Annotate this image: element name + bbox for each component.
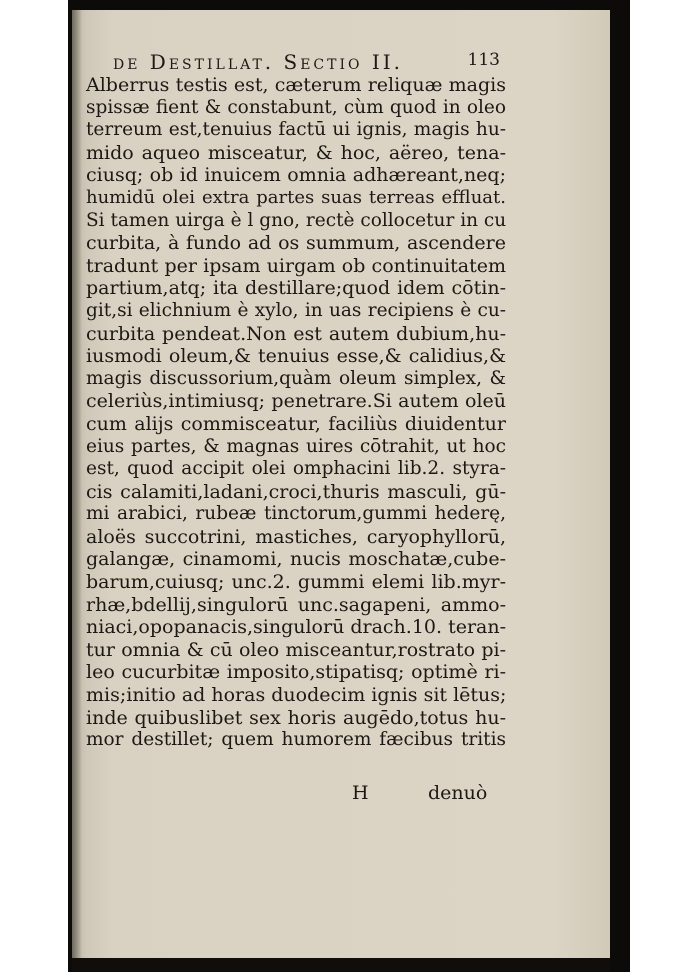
body-text — [86, 74, 506, 752]
running-title: de Destillat. Sectio II. — [113, 50, 404, 74]
text-line: terreum est,tenuius factū ui ignis, magis hu- — [86, 119, 506, 141]
text-line: cis calamiti,ladani,croci,thuris masculi, gū- — [86, 480, 506, 503]
text-line: Alberrus testis est, cæterum reliquæ magis — [86, 74, 506, 96]
text-line: cum alijs commisceatur, faciliùs diuidentur — [86, 412, 506, 435]
text-line: mido aqueo misceatur, & hoc, aëreo, tena- — [86, 141, 506, 164]
text-line: mi arabici, rubeæ tinctorum,gummi hederę, — [86, 503, 506, 525]
catchword: denuò — [428, 782, 488, 804]
text-line: leo cucurbitæ imposito,stipatisq; optimè ri- — [86, 661, 506, 684]
text-line: aloës succotrini, mastiches, caryophyllorū, — [86, 525, 506, 548]
text-line: partium,atq; ita destillare;quod idem cōtin- — [86, 277, 506, 300]
signature-mark: H — [352, 782, 369, 804]
text-line: magis discussorium,quàm oleum simplex, & — [86, 367, 506, 389]
text-line: humidū olei extra partes suas terreas effluat. — [86, 186, 506, 208]
text-line: celeriùs,intimiusq; penetrare.Si autem oleū — [86, 390, 506, 413]
text-line: tur omnia & cū oleo misceantur,rostrato pi- — [86, 638, 506, 661]
text-line: mis;initio ad horas duodecim ignis sit lētus; — [86, 684, 507, 707]
text-line: eius partes, & magnas uires cōtrahit, ut hoc — [86, 435, 506, 457]
text-line: Si tamen uirga è l gno, rectè collocetur in cu — [86, 209, 507, 231]
running-header — [113, 50, 500, 76]
text-line: git,si elichnium è xylo, in uas recipiens è cu- — [86, 299, 506, 321]
text-line: niaci,opopanacis,singulorū drach.10. teran- — [86, 616, 507, 639]
text-line: spissæ fient & constabunt, cùm quod in oleo — [86, 96, 506, 118]
text-line: mor destillet; quem humorem fæcibus tritis — [86, 729, 506, 751]
text-line: ciusq; ob id inuicem omnia adhæreant,neq; — [86, 164, 506, 187]
page-bottom-edge — [72, 958, 610, 972]
text-line: galangæ, cinamomi, nucis moschatæ,cube- — [86, 548, 506, 571]
text-line: iusmodi oleum,& tenuius esse,& calidius,& — [86, 345, 506, 368]
text-line: inde quibuslibet sex horis augēdo,totus hu- — [86, 706, 506, 729]
text-line: rhæ,bdellij,singulorū unc.sagapeni, ammo- — [86, 593, 506, 616]
text-line: barum,cuiusq; unc.2. gummi elemi lib.myr- — [86, 571, 506, 594]
text-line: curbita pendeat.Non est autem dubium,hu- — [86, 322, 506, 345]
text-line: tradunt per ipsam uirgam ob continuitatem — [86, 254, 506, 277]
text-line: est, quod accipit olei omphacini lib.2. styra- — [86, 458, 506, 480]
page-gutter-shadow — [72, 10, 82, 960]
text-line: curbita, à fundo ad os summum, ascendere — [86, 232, 506, 255]
page-number: 113 — [467, 50, 500, 70]
